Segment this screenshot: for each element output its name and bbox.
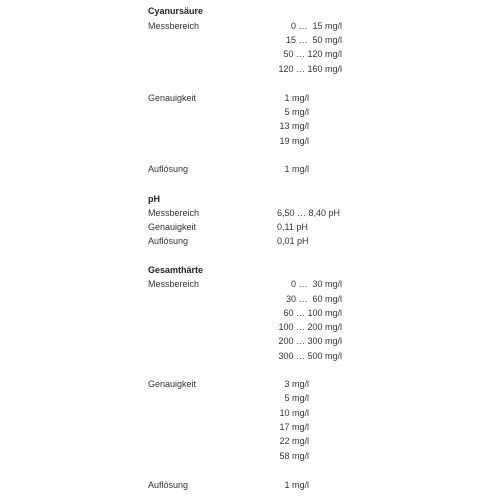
value-genauigkeit: 5 mg/l (284, 107, 309, 117)
label-messbereich: Messbereich (148, 208, 200, 218)
value-aufloesung: 0,01 pH (277, 236, 309, 246)
value-messbereich: 0 … 15 mg/l (290, 21, 342, 31)
label-aufloesung: Auflösung (148, 164, 189, 174)
value-genauigkeit: 17 mg/l (279, 422, 309, 432)
label-genauigkeit: Genauigkeit (148, 93, 197, 103)
value-messbereich: 60 … 100 mg/l (283, 308, 342, 318)
value-genauigkeit: 19 mg/l (279, 136, 309, 146)
label-aufloesung: Auflösung (148, 480, 189, 490)
section-title-ph: pH (148, 194, 160, 204)
value-messbereich: 120 … 160 mg/l (278, 64, 342, 74)
value-genauigkeit: 1 mg/l (284, 93, 309, 103)
value-messbereich: 200 … 300 mg/l (278, 336, 342, 346)
value-genauigkeit: 13 mg/l (279, 121, 309, 131)
label-aufloesung: Auflösung (148, 236, 189, 246)
value-genauigkeit: 58 mg/l (279, 451, 309, 461)
value-messbereich: 15 … 50 mg/l (285, 35, 342, 45)
value-genauigkeit: 10 mg/l (279, 408, 309, 418)
value-messbereich: 50 … 120 mg/l (283, 49, 342, 59)
value-messbereich: 30 … 60 mg/l (285, 294, 342, 304)
section-title-gesamthaerte: Gesamthärte (148, 265, 204, 275)
value-genauigkeit: 0,11 pH (277, 222, 308, 232)
value-messbereich: 100 … 200 mg/l (278, 322, 342, 332)
label-messbereich: Messbereich (148, 21, 200, 31)
label-messbereich: Messbereich (148, 279, 200, 289)
value-messbereich: 0 … 30 mg/l (290, 279, 342, 289)
value-messbereich: 6,50 … 8,40 pH (277, 208, 341, 218)
section-title-cyanursaeure: Cyanursäure (148, 6, 204, 16)
label-genauigkeit: Genauigkeit (148, 222, 197, 232)
value-aufloesung: 1 mg/l (284, 480, 309, 490)
value-genauigkeit: 5 mg/l (284, 393, 309, 403)
value-genauigkeit: 22 mg/l (279, 436, 309, 446)
value-aufloesung: 1 mg/l (284, 164, 309, 174)
value-messbereich: 300 … 500 mg/l (278, 351, 342, 361)
label-genauigkeit: Genauigkeit (148, 379, 197, 389)
value-genauigkeit: 3 mg/l (284, 379, 309, 389)
